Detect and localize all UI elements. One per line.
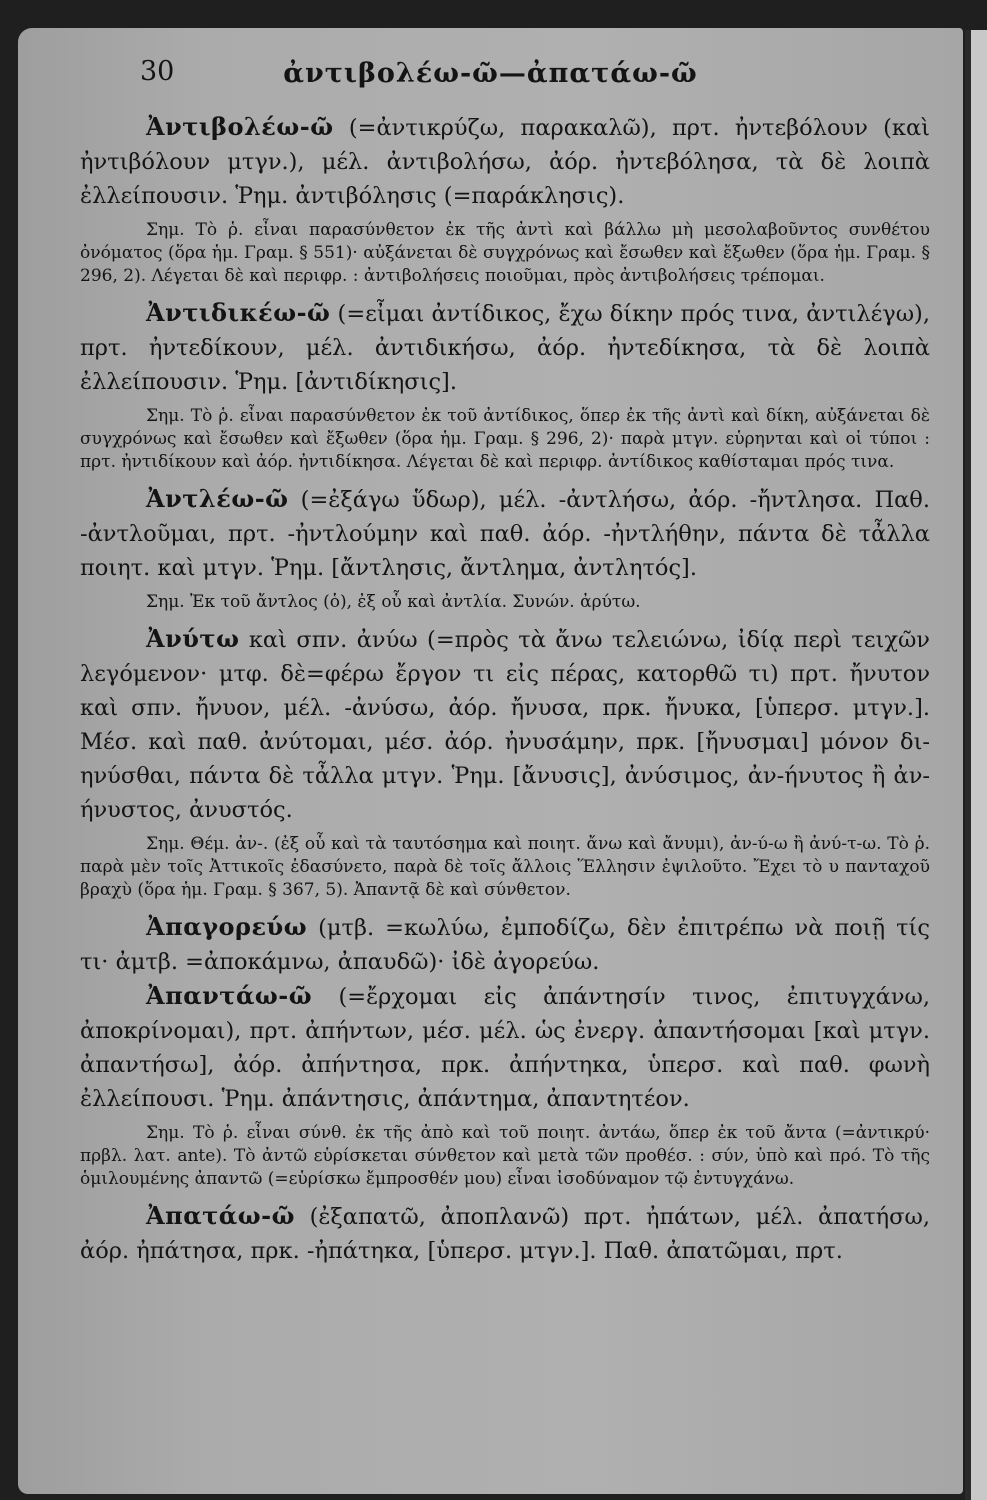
dictionary-entry [80, 910, 930, 979]
entry-headword: Ἀντιδικέω-ῶ [146, 298, 331, 327]
page-number: 30 [140, 56, 175, 87]
entry-headword: Ἀπατάω-ῶ [146, 1201, 295, 1230]
dictionary-entry [80, 482, 930, 585]
dictionary-entry [80, 296, 930, 399]
entry-note: Σημ. Θέμ. ἀν-. (ἐξ οὗ καὶ τὰ ταυτόσημα καὶ ποιητ. ἄνω καὶ ἄνυμι), ἀν-ύ-ω ἢ ἀνύ-τ-ω. Τὸ ῥ. παρὰ μὲν τοῖς Ἀττικοῖς ἐδασύνετο, παρὰ δὲ τοῖς ἄλλοις Ἕλλησιν ἐψιλοῦτο. Ἔχει τὸ υ πανταχοῦ βραχὺ (ὅρα ἡμ. Γραμ. § 367, 5). Ἀπαντᾷ δὲ καὶ σύνθετον. [80, 834, 930, 900]
entry-body: (μτβ. =κωλύω, ἐμποδίζω, δὲν ἐπιτρέπω νὰ ποιῇ τίς τι· ἀμτβ. =ἀποκάμνω, ἀπαυδῶ)· ἰδὲ ἀγορεύω. [80, 915, 930, 975]
entry-headword: Ἀντλέω-ῶ [146, 484, 289, 513]
entry-body: (=ἐξάγω ὕδωρ), μέλ. -ἀντλήσω, ἀόρ. -ἤντλησα. Παθ. -ἀντλοῦμαι, πρτ. -ἠντλούμην καὶ παθ. ἀόρ. -ἠντλήθην, πάντα δὲ τἆλλα ποιητ. καὶ μτγν. Ῥημ. [ἄντλησις, ἄντλημα, ἀντλητός]. [80, 487, 930, 581]
page-edge [971, 30, 987, 1500]
entry-headword: Ἀπαγορεύω [146, 912, 308, 941]
dictionary-content [80, 110, 930, 1268]
entry-body: (=εἶμαι ἀντίδικος, ἔχω δίκην πρός τινα, ἀντιλέγω), πρτ. ἠντεδίκουν, μέλ. ἀντιδικήσω, ἀόρ. ἠντεδίκησα, τὰ δὲ λοιπὰ ἐλλείπουσιν. Ῥημ. [ἀντιδίκησις]. [80, 301, 930, 395]
dictionary-entry [80, 110, 930, 213]
dictionary-entry [80, 622, 930, 827]
entry-headword: Ἀπαντάω-ῶ [146, 981, 313, 1010]
entry-note: Σημ. Ἐκ τοῦ ἄντλος (ὁ), ἐξ οὗ καὶ ἀντλία. Συνών. ἀρύτω. [146, 592, 641, 612]
dictionary-entry [80, 979, 930, 1116]
book-page [18, 28, 963, 1494]
dictionary-entry [80, 1199, 930, 1268]
entry-body: (=ἔρχομαι εἰς ἀπάντησίν τινος, ἐπιτυγχάνω, ἀποκρίνομαι), πρτ. ἀπήντων, μέσ. μέλ. ὡς ἐνεργ. ἀπαντήσομαι [καὶ μτγν. ἀπαντήσω], ἀόρ. ἀπήντησα, πρκ. ἀπήντηκα, ὑπερσ. καὶ παθ. φωνὴ ἐλλείπουσι. Ῥημ. ἀπάντησις, ἀπάντημα, ἀπαντητέον. [80, 984, 930, 1112]
entry-headword: Ἀντιβολέω-ῶ [146, 112, 334, 141]
entry-body: (ἐξαπατῶ, ἀποπλανῶ) πρτ. ἠπάτων, μέλ. ἀπατήσω, ἀόρ. ἠπάτησα, πρκ. -ἠπάτηκα, [ὑπερσ. μτγν.]. Παθ. ἀπατῶμαι, πρτ. [80, 1204, 930, 1264]
entry-note: Σημ. Τὸ ῥ. εἶναι παρασύνθετον ἐκ τῆς ἀντὶ καὶ βάλλω μὴ μεσολαβοῦντος συνθέτου ὀνόματος (ὅρα ἡμ. Γραμ. § 551)· αὐξάνεται δὲ συγχρόνως καὶ ἔσωθεν καὶ ἔξωθεν (ὅρα ἡμ. Γραμ. § 296, 2). Λέγεται δὲ καὶ περιφρ. : ἀντιβολήσεις ποιοῦμαι, πρὸς ἀντιβολήσεις τρέπομαι. [80, 220, 930, 286]
running-head: ἀντιβολέω-ῶ—ἀπατάω-ῶ [283, 58, 698, 89]
entry-note: Σημ. Τὸ ῥ. εἶναι παρασύνθετον ἐκ τοῦ ἀντίδικος, ὅπερ ἐκ τῆς ἀντὶ καὶ δίκη, αὐξάνεται δὲ συγχρόνως καὶ ἔσωθεν καὶ ἔξωθεν (ὅρα ἡμ. Γραμ. § 296, 2)· παρὰ μτγν. εὑρηνται καὶ οἱ τύποι : πρτ. ἠντιδίκουν καὶ ἀόρ. ἠντιδίκησα. Λέγεται δὲ καὶ περιφρ. ἀντίδικος καθίσταμαι πρός τινα. [80, 406, 930, 472]
entry-note: Σημ. Τὸ ῥ. εἶναι σύνθ. ἐκ τῆς ἀπὸ καὶ τοῦ ποιητ. ἀντάω, ὅπερ ἐκ τοῦ ἄντα (=ἀντικρύ· πρβλ. λατ. ante). Τὸ ἀντῶ εὑρίσκεται σύνθετον καὶ μετὰ τῶν προθέσ. : σύν, ὑπὸ καὶ πρό. Τὸ τῆς ὁμιλουμένης ἀπαντῶ (=εὑρίσκω ἔμπροσθέν μου) εἶναι ἰσοδύναμον τῷ ἐντυγχάνω. [80, 1123, 930, 1189]
entry-body: καὶ σπν. ἀνύω (=πρὸς τὰ ἄνω τελειώνω, ἰδίᾳ περὶ τειχῶν λεγόμενον· μτφ. δὲ=φέρω ἔργον τι εἰς πέρας, κατορθῶ τι) πρτ. ἤνυτον καὶ σπν. ἤνυον, μέλ. -ἀνύσω, ἀόρ. ἤνυσα, πρκ. ἤνυκα, [ὑπερσ. μτγν.]. Μέσ. καὶ παθ. ἀνύτομαι, μέσ. ἀόρ. ἠνυσάμην, πρκ. [ἤνυσμαι] μόνον δι-ηνύσθαι, πάντα δὲ τἆλλα μτγν. Ῥημ. [ἄνυσις], ἀνύσιμος, ἀν-ήνυτος ἢ ἀν-ήνυστος, ἀνυστός. [80, 627, 930, 823]
entry-headword: Ἀνύτω [146, 624, 240, 653]
entry-body: (=ἀντικρύζω, παρακαλῶ), πρτ. ἠντεβόλουν (καὶ ἠντιβόλουν μτγν.), μέλ. ἀντιβολήσω, ἀόρ. ἠντεβόλησα, τὰ δὲ λοιπὰ ἐλλείπουσιν. Ῥημ. ἀντιβόλησις (=παράκλησις). [80, 115, 930, 209]
page-header [18, 56, 963, 96]
